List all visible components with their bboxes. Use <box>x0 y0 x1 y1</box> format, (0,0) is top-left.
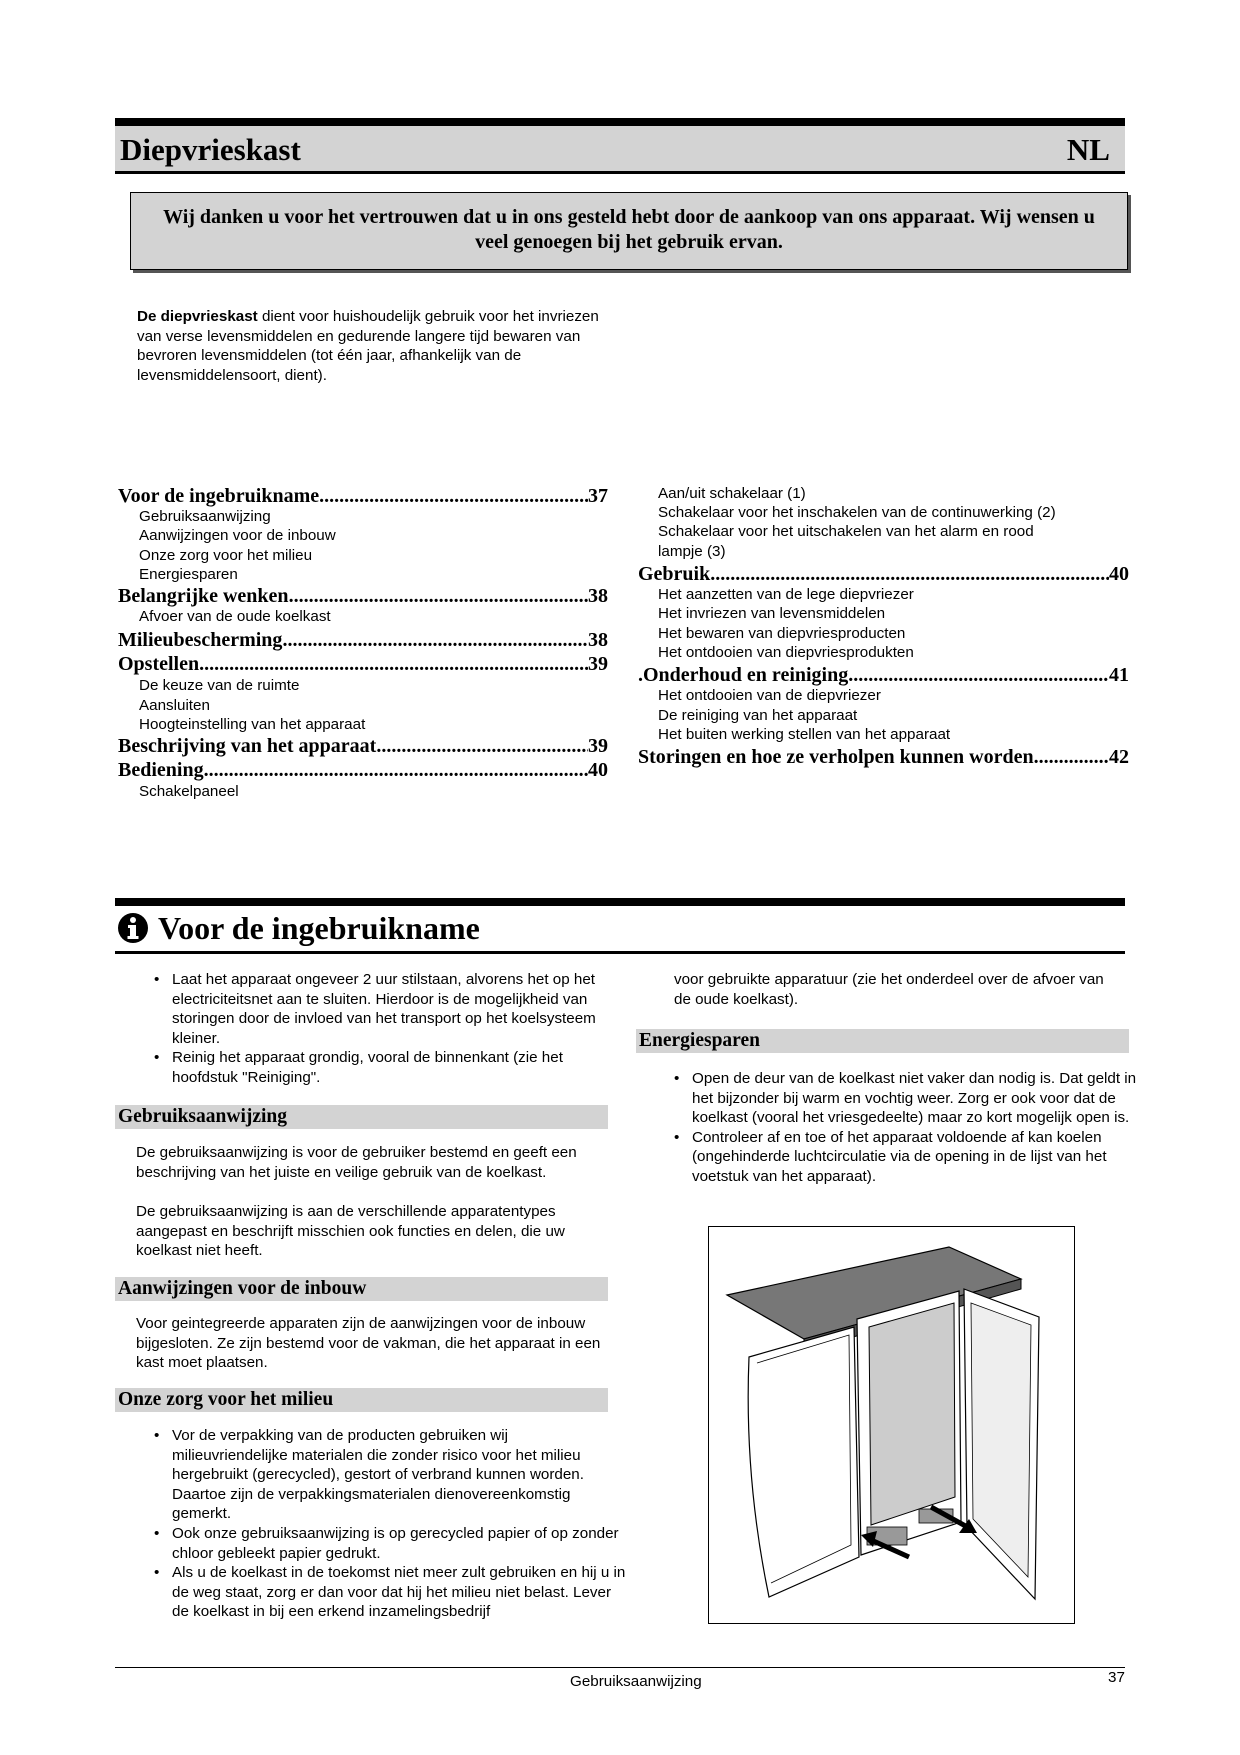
intro-paragraph <box>137 307 622 385</box>
toc-entry[interactable] <box>118 735 608 758</box>
heading-milieu: Onze zorg voor het milieu <box>115 1388 608 1412</box>
toc-entry-page: 37 <box>588 485 608 507</box>
toc-subentry[interactable]: Schakelaar voor het inschakelen van de continuwerking (2) <box>658 504 1056 521</box>
toc-subentry[interactable]: Afvoer van de oude koelkast <box>139 608 331 625</box>
gebruik-paragraph-2: De gebruiksaanwijzing is aan de verschillende apparatentypes aangepast en beschrijft misschien ook functies en delen, die uw koelkast niet heeft. <box>136 1203 565 1260</box>
bullet-list-energie <box>674 1069 1147 1187</box>
toc-entry-title: Bediening <box>118 759 204 781</box>
toc-subentry[interactable]: Aan/uit schakelaar (1) <box>658 485 806 502</box>
toc-entry-page: 38 <box>588 585 608 607</box>
footer-divider <box>115 1667 1125 1668</box>
list-item: • Controleer af en toe of het apparaat voldoende af kan koelen (ongehinderde luchtcirculatie via de opening in de lijst van het voetstuk van het apparaat). <box>692 1128 1147 1187</box>
toc-subentry[interactable]: Het aanzetten van de lege diepvriezer <box>658 586 914 603</box>
toc-subentry[interactable]: Onze zorg voor het milieu <box>139 547 313 564</box>
heading-inbouw: Aanwijzingen voor de inbouw <box>115 1277 608 1301</box>
toc-subentry[interactable]: Aanwijzingen voor de inbouw <box>139 527 336 544</box>
language-code: NL <box>1066 132 1110 167</box>
toc-entry-page: 39 <box>588 735 608 757</box>
toc-leader <box>199 653 588 676</box>
list-item: • Laat het apparaat ongeveer 2 uur stilstaan, alvorens het op het electriciteitsnet aan te sluiten. Hierdoor is de mogelijkheid van storingen door de invloed van het transport op het koelsysteem kleiner. <box>172 970 627 1048</box>
toc-subentry[interactable]: Schakelaar voor het uitschakelen van het alarm en rood <box>658 523 1034 540</box>
intro-text: dient voor huishoudelijk gebruik voor het invriezen van verse levensmiddelen en gedurende langere tijd bewaren van bevroren levensmiddelen (tot één jaar, afhankelijk van de levensmiddelensoort, dient). <box>137 308 599 384</box>
footer-text: Gebruiksaanwijzing <box>570 1673 702 1690</box>
thanks-box: Wij danken u voor het vertrouwen dat u in ons gesteld hebt door de aankoop van ons apparaat. Wij wensen u veel genoegen bij het gebruik ervan. <box>130 192 1128 270</box>
toc-leader <box>204 759 588 782</box>
toc-entry[interactable] <box>118 585 608 608</box>
list-item: • Als u de koelkast in de toekomst niet meer zult gebruiken en hij u in de weg staat, zorg er dan voor dat hij het milieu niet belast. Lever de koelkast in bij een erkend inzamelingsbedrijf <box>172 1563 627 1622</box>
toc-entry-title: Milieubescherming <box>118 629 283 651</box>
toc-entry-title: Beschrijving van het apparaat <box>118 735 377 757</box>
toc-entry-page: 40 <box>1109 563 1129 585</box>
toc-leader <box>289 585 588 608</box>
heading-gebruiksaanwijzing: Gebruiksaanwijzing <box>115 1105 608 1129</box>
toc-subentry[interactable]: Hoogteinstelling van het apparaat <box>139 716 366 733</box>
toc-subentry[interactable]: Het buiten werking stellen van het apparaat <box>658 726 951 743</box>
toc-leader <box>282 629 588 652</box>
toc-subentry[interactable]: lampje (3) <box>658 543 726 560</box>
toc-entry-title: Gebruik <box>638 563 711 585</box>
appliance-illustration <box>708 1226 1075 1624</box>
toc-entry[interactable] <box>638 746 1129 769</box>
toc-subentry[interactable]: Het bewaren van diepvriesproducten <box>658 625 906 642</box>
built-in-freezer-drawing <box>709 1227 1073 1622</box>
page-header <box>115 118 1125 174</box>
toc-leader <box>848 664 1109 687</box>
toc-entry[interactable] <box>638 563 1129 586</box>
toc-entry-title: Belangrijke wenken <box>118 585 289 607</box>
intro-bold: De diepvrieskast <box>137 308 258 325</box>
toc-entry[interactable] <box>118 629 608 652</box>
toc-entry[interactable] <box>118 485 608 508</box>
section-title: Voor de ingebruikname <box>158 910 480 946</box>
section-header <box>115 898 1125 954</box>
inbouw-paragraph: Voor geintegreerde apparaten zijn de aanwijzingen voor de inbouw bijgesloten. Ze zijn bestemd voor de vakman, die het apparaat in een kast moet plaatsen. <box>136 1315 601 1372</box>
toc-entry[interactable] <box>638 664 1129 687</box>
bullet-list-milieu <box>154 1426 627 1622</box>
toc-subentry[interactable]: Energiesparen <box>139 566 238 583</box>
bullet-list-top <box>154 970 627 1088</box>
list-item: • Open de deur van de koelkast niet vaker dan nodig is. Dat geldt in het bijzonder bij warm en vochtig weer. Zorg er ook voor dat de koelkast (vooral het vriesgedeelte) maar zo kort mogelijk open is. <box>692 1069 1147 1128</box>
toc-entry-title: Storingen en hoe ze verholpen kunnen worden <box>638 746 1034 768</box>
toc-entry-page: 38 <box>588 629 608 651</box>
gebruik-paragraph-1: De gebruiksaanwijzing is voor de gebruiker bestemd en geeft een beschrijving van het juiste en veilige gebruik van de koelkast. <box>136 1144 577 1181</box>
toc-entry-title: Opstellen <box>118 653 200 675</box>
toc-subentry[interactable]: Het invriezen van levensmiddelen <box>658 605 886 622</box>
toc-subentry[interactable]: De reiniging van het apparaat <box>658 707 858 724</box>
toc-subentry[interactable]: Schakelpaneel <box>139 783 239 800</box>
toc-subentry[interactable]: Het ontdooien van de diepvriezer <box>658 687 881 704</box>
toc-entry-title: Voor de ingebruikname <box>118 485 320 507</box>
toc-entry-page: 41 <box>1109 664 1129 686</box>
heading-energiesparen: Energiesparen <box>636 1029 1129 1053</box>
toc-entry[interactable] <box>118 759 608 782</box>
toc-leader <box>319 485 588 508</box>
toc-subentry[interactable]: Gebruiksaanwijzing <box>139 508 271 525</box>
info-icon <box>117 912 149 944</box>
page-title: Diepvrieskast <box>120 132 301 167</box>
list-item: • Ook onze gebruiksaanwijzing is op gerecycled papier of op zonder chloor gebleekt papier gedrukt. <box>172 1524 627 1563</box>
toc-subentry[interactable]: De keuze van de ruimte <box>139 677 300 694</box>
toc-entry[interactable] <box>118 653 608 676</box>
toc-entry-page: 40 <box>588 759 608 781</box>
toc-leader <box>710 563 1109 586</box>
page-number: 37 <box>1108 1669 1125 1686</box>
toc-entry-title: .Onderhoud en reiniging <box>638 664 849 686</box>
toc-entry-page: 39 <box>588 653 608 675</box>
toc-entry-page: 42 <box>1109 746 1129 768</box>
milieu-continued: voor gebruikte apparatuur (zie het onderdeel over de afvoer van de oude koelkast). <box>674 971 1104 1008</box>
toc-leader <box>1034 746 1109 769</box>
list-item: • Reinig het apparaat grondig, vooral de binnenkant (zie het hoofdstuk "Reiniging". <box>172 1048 627 1087</box>
list-item: • Vor de verpakking van de producten gebruiken wij milieuvriendelijke materialen die zonder risico voor het milieu hergebruikt (gerecycled), gestort of verbrand kunnen worden. Daartoe zijn de verpakkingsmaterialen dienovereenkomstig gemerkt. <box>172 1426 627 1524</box>
toc-leader <box>376 735 588 758</box>
toc-subentry[interactable]: Aansluiten <box>139 697 210 714</box>
toc-subentry[interactable]: Het ontdooien van diepvriesprodukten <box>658 644 914 661</box>
